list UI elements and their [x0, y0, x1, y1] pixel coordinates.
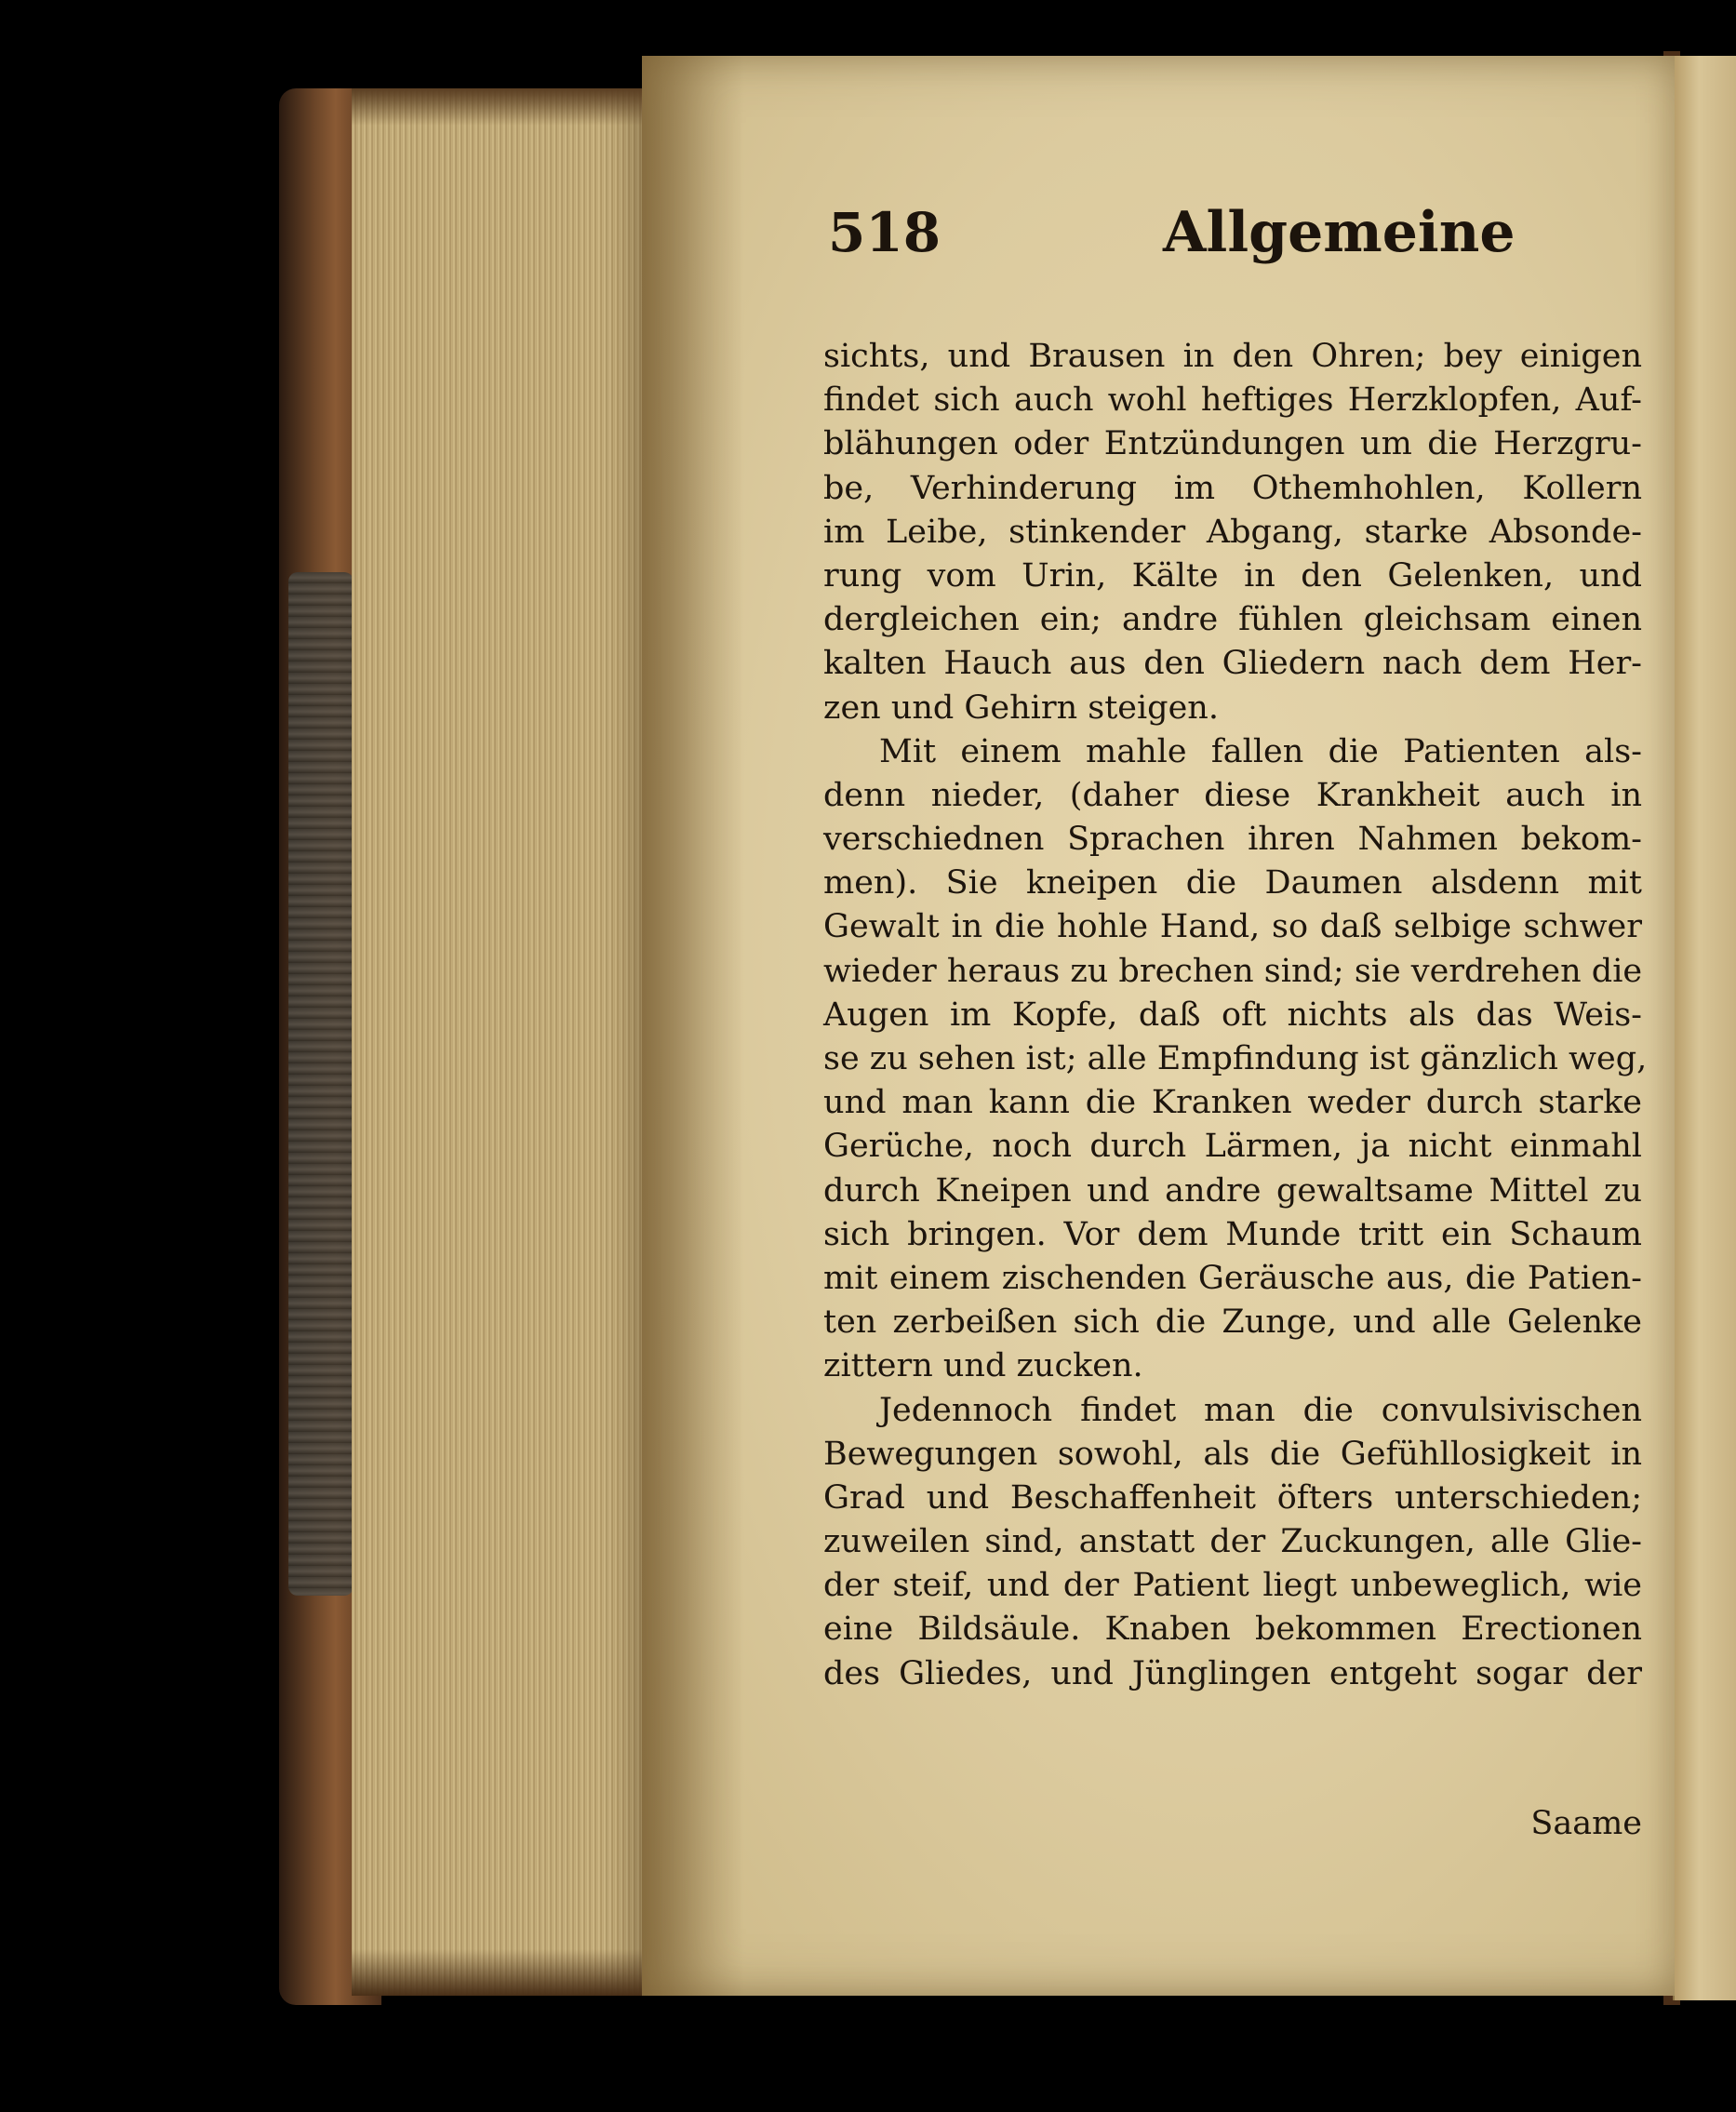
body-text	[823, 335, 1648, 1696]
book-page	[642, 56, 1675, 1996]
text-line: zen und Gehirn steigen.	[823, 688, 1219, 727]
text-line: durch Kneipen und andre gewaltsame Mittel zu	[823, 1171, 1642, 1210]
text-line: be, Verhinderung im Othemhohlen, Kollern	[823, 469, 1642, 507]
text-line: findet sich auch wohl heftiges Herzklopfen, Auf-	[823, 381, 1642, 420]
page-number: 518	[828, 201, 941, 264]
text-line: sichts, und Brausen in den Ohren; bey einigen	[823, 338, 1642, 375]
text-line: rung vom Urin, Kälte in den Gelenken, und	[823, 556, 1642, 595]
running-head: Allgemeine	[1163, 200, 1516, 265]
text-line: Augen im Kopfe, daß oft nichts als das Weis-	[823, 996, 1642, 1034]
facing-page-edge	[1673, 56, 1736, 2000]
text-line: Gerüche, noch durch Lärmen, ja nicht einmahl	[823, 1128, 1642, 1166]
text-line: Jedennoch findet man die convulsivischen	[879, 1391, 1642, 1429]
text-line: Bewegungen sowohl, als die Gefühllosigkeit in	[823, 1435, 1642, 1473]
page-edges	[352, 88, 649, 1996]
text-line: denn nieder, (daher diese Krankheit auch in	[823, 776, 1642, 814]
text-line: verschiednen Sprachen ihren Nahmen bekom-	[823, 821, 1642, 859]
gutter-shadow	[642, 56, 744, 1996]
text-line: des Gliedes, und Jünglingen entgeht sogar der	[823, 1654, 1642, 1692]
text-line: blähungen oder Entzündungen um die Herzgru-	[823, 425, 1642, 463]
catchword: Saame	[1530, 1805, 1642, 1842]
text-line: zittern und zucken.	[823, 1347, 1143, 1385]
text-line: eine Bildsäule. Knaben bekommen Erectionen	[823, 1611, 1642, 1649]
text-line: kalten Hauch aus den Gliedern nach dem Her-	[823, 645, 1642, 683]
text-line: der steif, und der Patient liegt unbeweglich, wie	[823, 1567, 1642, 1605]
worn-binding	[288, 572, 354, 1596]
text-line: wieder heraus zu brechen sind; sie verdrehen die	[823, 952, 1643, 990]
text-line: im Leibe, stinkender Abgang, starke Absonde-	[823, 513, 1642, 551]
text-line: Gewalt in die hohle Hand, so daß selbige schwer	[823, 908, 1642, 946]
text-line: ten zerbeißen sich die Zunge, und alle Gelenke	[823, 1303, 1642, 1342]
text-line: sich bringen. Vor dem Munde tritt ein Schaum	[823, 1215, 1642, 1253]
text-line: se zu sehen ist; alle Empfindung ist gänzlich weg,	[823, 1040, 1648, 1077]
text-line: dergleichen ein; andre fühlen gleichsam einen	[823, 601, 1642, 639]
text-line: und man kann die Kranken weder durch starke	[823, 1084, 1642, 1122]
page-header	[828, 200, 1628, 302]
text-line: zuweilen sind, anstatt der Zuckungen, alle Glie-	[823, 1523, 1642, 1561]
text-line: Grad und Beschaffenheit öfters unterschieden;	[823, 1478, 1642, 1517]
text-line: mit einem zischenden Geräusche aus, die Patien-	[823, 1259, 1642, 1297]
text-line: men). Sie kneipen die Daumen alsdenn mit	[823, 864, 1642, 902]
text-line: Mit einem mahle fallen die Patienten als-	[879, 732, 1642, 770]
